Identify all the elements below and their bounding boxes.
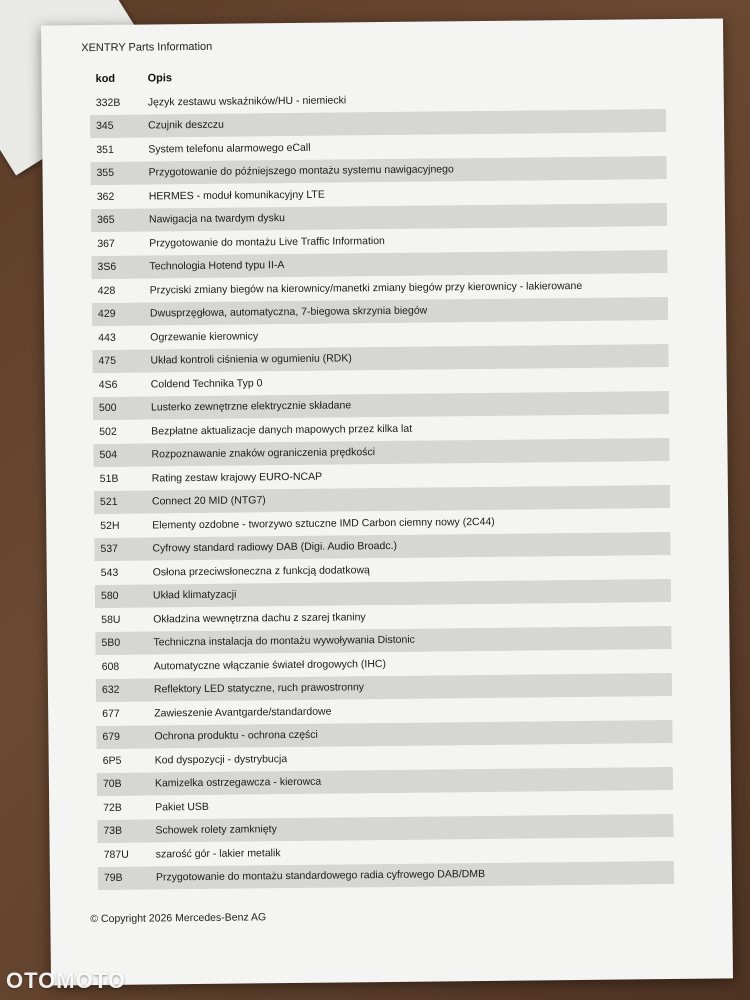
cell-kod: 332B bbox=[95, 96, 121, 109]
document-sheet bbox=[41, 18, 733, 985]
cell-opis: Układ klimatyzacji bbox=[152, 588, 237, 602]
cell-kod: 787U bbox=[103, 848, 129, 861]
cell-kod: 6P5 bbox=[102, 754, 122, 767]
cell-kod: 677 bbox=[102, 707, 120, 720]
cell-opis: Schowek rolety zamknięty bbox=[155, 823, 277, 837]
cell-kod: 3S6 bbox=[97, 261, 117, 274]
cell-kod: 79B bbox=[103, 872, 123, 885]
cell-kod: 345 bbox=[95, 120, 114, 133]
cell-opis: Pakiet USB bbox=[155, 800, 209, 814]
cell-opis: Coldend Technika Typ 0 bbox=[150, 377, 263, 391]
cell-kod: 632 bbox=[101, 684, 120, 697]
cell-kod: 5B0 bbox=[101, 637, 121, 650]
cell-kod: 72B bbox=[103, 801, 122, 814]
cell-opis: Cyfrowy standard radiowy DAB (Digi. Audio Broadc.) bbox=[152, 540, 398, 555]
cell-opis: Kod dyspozycji - dystrybucja bbox=[154, 752, 288, 767]
cell-opis: Przygotowanie do późniejszego montażu systemu nawigacyjnego bbox=[148, 163, 454, 179]
cell-opis: Przyciski zmiany biegów na kierownicy/manetki zmiany biegów przy kierownicy - lakierowane bbox=[149, 279, 583, 297]
cell-opis: szarość gór - lakier metalik bbox=[155, 846, 281, 861]
cell-kod: 679 bbox=[102, 731, 121, 744]
cell-opis: Lusterko zewnętrzne elektrycznie składane bbox=[150, 399, 352, 414]
cell-opis: Układ kontroli ciśnienia w ogumieniu (RDK) bbox=[150, 352, 352, 367]
cell-opis: Bezpłatne aktualizacje danych mapowych przez kilka lat bbox=[151, 422, 413, 438]
otomoto-watermark: OTOMOTO bbox=[6, 968, 126, 993]
cell-kod: 58U bbox=[101, 613, 121, 626]
cell-kod: 502 bbox=[99, 425, 117, 438]
cell-opis: Rozpoznawanie znaków ograniczenia prędkości bbox=[151, 446, 376, 461]
cell-kod: 355 bbox=[96, 167, 115, 180]
cell-opis: Osłona przeciwsłoneczna z funkcją dodatkową bbox=[152, 563, 370, 579]
cell-opis: Kamizelka ostrzegawcza - kierowca bbox=[154, 775, 322, 790]
cell-kod: 73B bbox=[103, 825, 123, 838]
cell-opis: Przygotowanie do montażu Live Traffic Information bbox=[149, 234, 385, 250]
cell-kod: 362 bbox=[96, 190, 115, 203]
table-row bbox=[98, 861, 674, 891]
cell-kod: 52H bbox=[100, 519, 120, 532]
table-body bbox=[90, 85, 674, 890]
cell-kod: 537 bbox=[100, 543, 119, 556]
cell-kod: 443 bbox=[98, 331, 116, 344]
cell-kod: 580 bbox=[100, 590, 119, 603]
cell-kod: 365 bbox=[96, 214, 115, 227]
cell-kod: 608 bbox=[101, 660, 120, 673]
cell-opis: Dwusprzęgłowa, automatyczna, 7-biegowa skrzynia biegów bbox=[149, 304, 428, 320]
cell-kod: 428 bbox=[97, 284, 116, 297]
cell-kod: 504 bbox=[99, 449, 118, 462]
cell-opis: Technologia Hotend typu II-A bbox=[149, 259, 285, 273]
cell-opis: System telefonu alarmowego eCall bbox=[148, 141, 311, 156]
cell-kod: 475 bbox=[98, 355, 117, 368]
cell-opis: Okładzina wewnętrzna dachu z szarej tkaniny bbox=[153, 610, 366, 626]
cell-opis: Automatyczne włączanie świateł drogowych (IHC) bbox=[153, 657, 387, 673]
column-header-opis: Opis bbox=[147, 72, 173, 85]
cell-opis: Reflektory LED statyczne, ruch prawostronny bbox=[153, 681, 365, 696]
cell-kod: 500 bbox=[98, 402, 117, 415]
parts-table bbox=[89, 61, 674, 890]
cell-kod: 543 bbox=[100, 566, 119, 579]
cell-kod: 4S6 bbox=[98, 378, 118, 391]
cell-opis: Rating zestaw krajowy EURO-NCAP bbox=[151, 470, 323, 485]
cell-opis: HERMES - moduł komunikacyjny LTE bbox=[148, 188, 325, 203]
cell-opis: Ochrona produktu - ochrona części bbox=[154, 728, 318, 743]
cell-kod: 51B bbox=[99, 472, 119, 485]
cell-opis: Nawigacja na twardym dysku bbox=[148, 212, 286, 226]
document-title: XENTRY Parts Information bbox=[81, 40, 213, 55]
cell-kod: 70B bbox=[102, 778, 122, 791]
cell-opis: Język zestawu wskaźników/HU - niemiecki bbox=[147, 94, 347, 109]
cell-kod: 429 bbox=[97, 308, 116, 321]
cell-kod: 521 bbox=[99, 496, 118, 509]
cell-opis: Przygotowanie do montażu standardowego radia cyfrowego DAB/DMB bbox=[155, 868, 486, 884]
column-header-kod: kod bbox=[95, 72, 116, 86]
cell-opis: Ogrzewanie kierownicy bbox=[150, 330, 259, 344]
cell-kod: 367 bbox=[97, 237, 115, 250]
cell-opis: Connect 20 MID (NTG7) bbox=[151, 494, 266, 508]
cell-opis: Zawieszenie Avantgarde/standardowe bbox=[154, 705, 332, 720]
cell-kod: 351 bbox=[96, 143, 114, 156]
cell-opis: Techniczna instalacja do montażu wywoływania Distonic bbox=[153, 633, 415, 649]
copyright-footer: © Copyright 2026 Mercedes-Benz AG bbox=[90, 911, 267, 926]
cell-opis: Elementy ozdobne - tworzywo sztuczne IMD Carbon ciemny nowy (2C44) bbox=[152, 515, 495, 532]
cell-opis: Czujnik deszczu bbox=[147, 118, 224, 132]
